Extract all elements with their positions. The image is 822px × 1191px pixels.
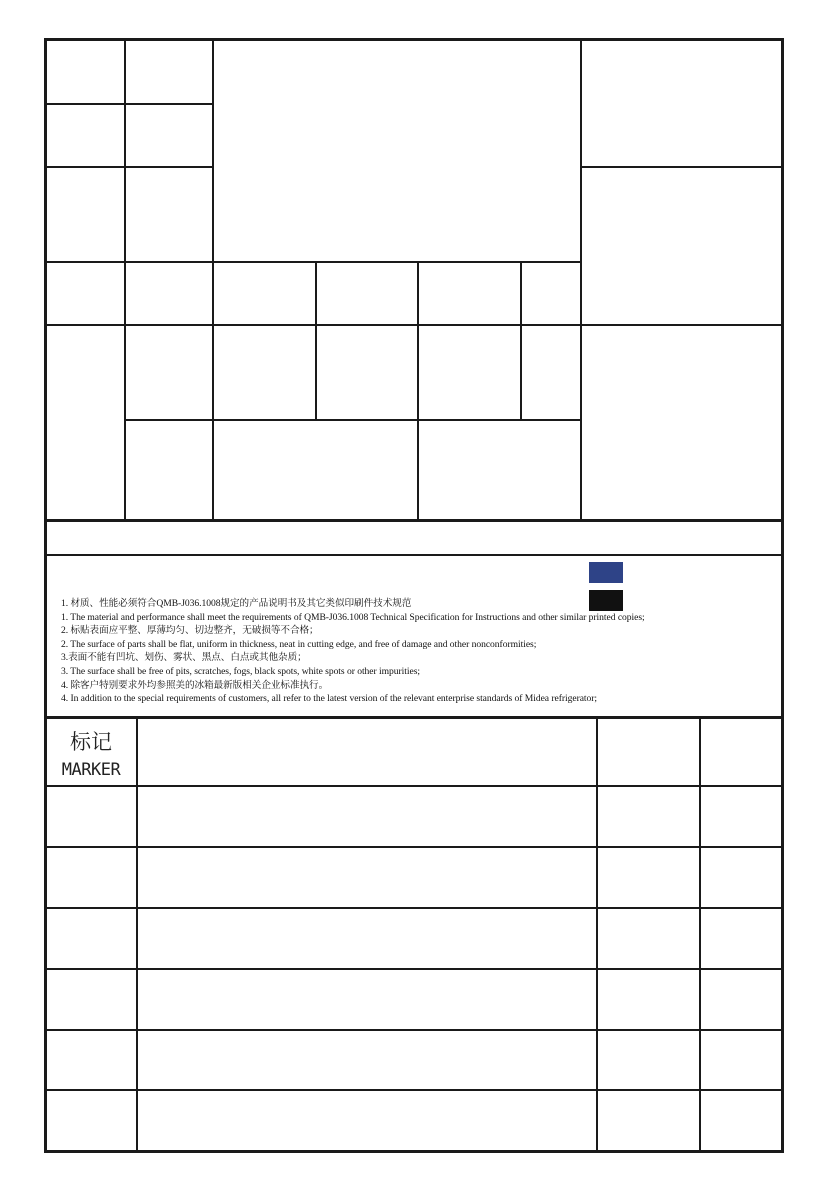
revision-grid-line	[46, 907, 782, 909]
title-grid-line	[46, 324, 782, 326]
title-grid-line	[46, 261, 580, 263]
marker-header-cn: 标记	[70, 730, 112, 754]
title-grid-line	[417, 262, 419, 520]
title-grid-line	[580, 40, 582, 520]
title-grid-line	[124, 40, 126, 520]
marker-header-en: MARKER	[61, 760, 121, 780]
revision-grid-line	[699, 718, 701, 1151]
title-grid-line	[315, 262, 317, 420]
revision-grid-line	[46, 785, 782, 787]
revision-grid-line	[46, 1029, 782, 1031]
revision-grid-line	[46, 1089, 782, 1091]
revision-grid-line	[596, 718, 598, 1151]
note-line: 3.表面不能有凹坑、划伤、雾状、黑点、白点或其他杂质；	[61, 652, 307, 664]
title-grid-line	[124, 419, 580, 421]
title-grid-line	[46, 166, 212, 168]
note-line: 2. The surface of parts shall be flat, uniform in thickness, neat in cutting edge, and free of damage and other nonconformities;	[61, 638, 537, 650]
section-separator	[46, 519, 782, 522]
title-grid-line	[580, 166, 782, 168]
revision-grid-line	[46, 846, 782, 848]
sheet-border	[44, 38, 784, 1153]
note-line: 1. 材质、性能必须符合QMB-J036.1008规定的产品说明书及其它类似印刷件技术规范	[61, 598, 412, 609]
note-line: 1. The material and performance shall meet the requirements of QMB-J036.1008 Technical Specification for Instructions and other similar printed copies;	[61, 611, 645, 623]
note-line: 4. In addition to the special requirements of customers, all refer to the latest version of the relevant enterprise standards of Midea refrigerator;	[61, 693, 598, 705]
note-line: 2. 标贴表面应平整、厚薄均匀、切边整齐，无破损等不合格；	[61, 625, 319, 637]
note-line: 4. 除客户特别要求外均参照美的冰箱最新版相关企业标准执行。	[61, 679, 329, 691]
revision-grid-line	[46, 968, 782, 970]
section-separator	[46, 716, 782, 719]
section-separator	[46, 554, 782, 556]
title-grid-line	[46, 103, 212, 105]
technical-requirements	[61, 597, 776, 706]
revision-grid-line	[136, 718, 138, 1151]
note-line: 3. The surface shall be free of pits, scratches, fogs, black spots, white spots or other impurities;	[61, 665, 421, 677]
blue-color-swatch	[589, 562, 623, 583]
title-grid-line	[212, 40, 214, 520]
title-grid-line	[520, 262, 522, 420]
